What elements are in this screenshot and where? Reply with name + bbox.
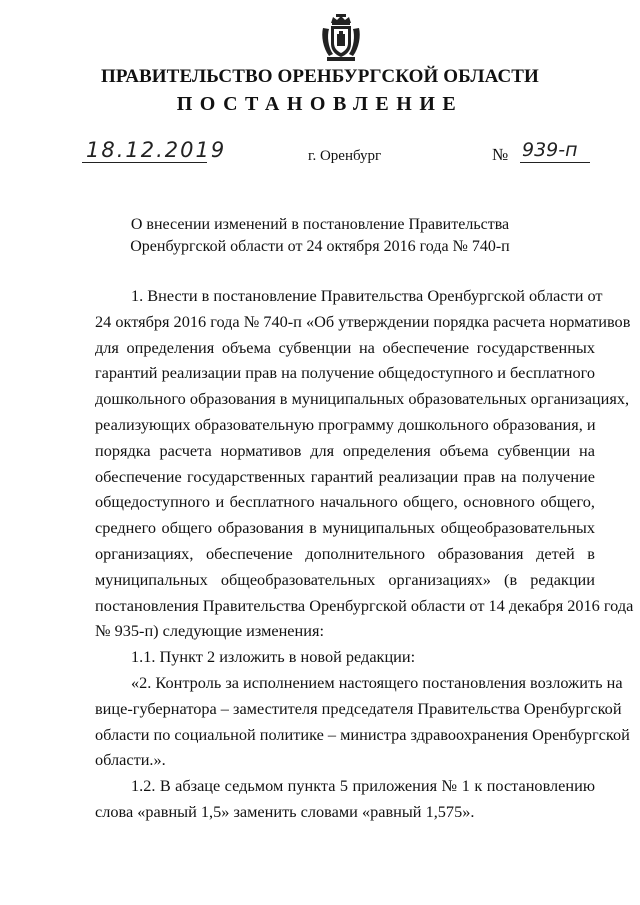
government-name: ПРАВИТЕЛЬСТВО ОРЕНБУРГСКОЙ ОБЛАСТИ [101,66,539,87]
body-line: муниципальных общеобразовательных организациях» (в редакции [95,569,595,589]
body-line: 1.2. В абзаце седьмом пункта 5 приложения № 1 к постановлению [131,776,595,796]
body-line: обеспечение государственных гарантий реализации прав на получение [95,466,595,486]
body-line: 1. Внести в постановление Правительства Оренбургской области от [131,286,603,305]
body-line: общедоступного и бесплатного начального общего, основного общего, [95,492,595,512]
number-underline [520,162,590,163]
body-line: постановления Правительства Оренбургской области от 14 декабря 2016 года [95,595,634,615]
document-type: ПОСТАНОВЛЕНИЕ [176,93,464,115]
decree-subject [0,214,640,258]
body-line: области по социальной политике – министра здравоохранения Оренбургской [95,724,630,744]
body-line: «2. Контроль за исполнением настоящего постановления возложить на [131,672,623,692]
decree-date: 18.12.2019 [86,138,227,162]
body-line: слова «равный 1,5» заменить словами «равный 1,575». [95,801,475,821]
coat-of-arms-icon [321,14,361,62]
body-line: порядка расчета нормативов для определения объема субвенции на [95,440,595,460]
body-line: № 935-п) следующие изменения: [95,621,324,641]
decree-body [95,283,634,825]
body-line: организациях, обеспечение дополнительного образования детей в [95,543,595,563]
body-line: среднего общего образования в муниципальных общеобразовательных [95,518,595,538]
body-line: для определения объема субвенции на обеспечение государственных [95,337,595,357]
decree-number: 939-п [522,139,578,161]
body-line: реализующих образовательную программу дошкольного образования, и [95,414,596,434]
body-line: дошкольного образования в муниципальных образовательных организациях, [95,389,630,409]
date-underline [82,162,207,163]
body-line: области.». [95,750,166,770]
number-sign: № [492,145,509,164]
subject-line: Оренбургской области от 24 октября 2016 года № 740-п [130,238,510,255]
body-line: 1.1. Пункт 2 изложить в новой редакции: [131,647,416,667]
body-line: гарантий реализации прав на получение общедоступного и бесплатного [95,363,595,383]
city-name: г. Оренбург [308,148,382,164]
body-line: 24 октября 2016 года № 740-п «Об утверждении порядка расчета нормативов [95,311,631,331]
body-line: вице-губернатора – заместителя председателя Правительства Оренбургской [95,698,622,718]
subject-line: О внесении изменений в постановление Правительства [130,216,510,233]
